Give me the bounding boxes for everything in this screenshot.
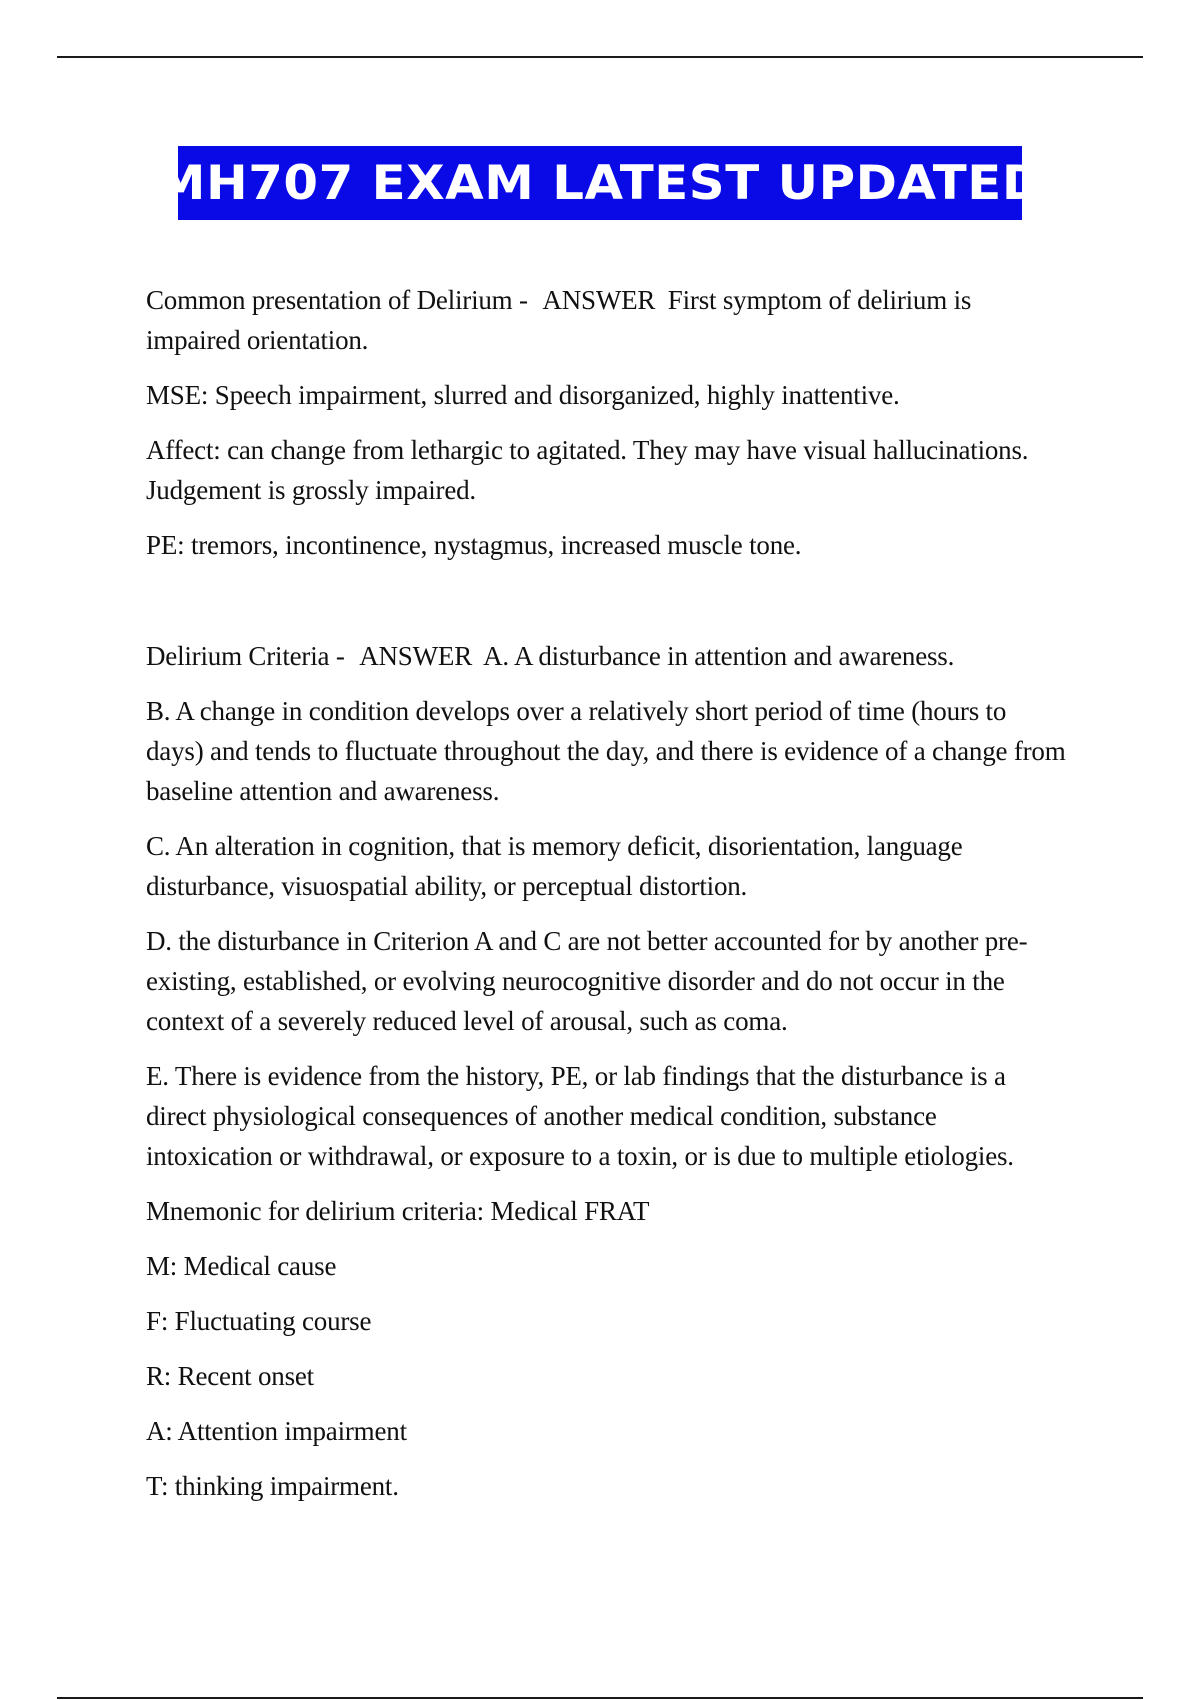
answer-paragraph: D. the disturbance in Criterion A and C are not better accounted for by another pre-existing, established, or evolving neurocognitive disorder and do not occur in the context of a severely reduced level of arousal, such as coma. <box>146 926 1028 1036</box>
answer-text: First symptom of delirium is impaired orientation. <box>146 285 972 355</box>
bottom-rule <box>57 1697 1143 1699</box>
section-spacer <box>146 580 1066 636</box>
answer-label: ANSWER <box>359 641 473 671</box>
answer-paragraph: C. An alteration in cognition, that is memory deficit, disorientation, language disturbance, visuospatial ability, or perceptual distortion. <box>146 831 963 901</box>
mnemonic-item: M: Medical cause <box>146 1251 337 1281</box>
answer-paragraph: E. There is evidence from the history, PE, or lab findings that the disturbance is a direct physiological consequences of another medical condition, substance intoxication or withdrawal, or exposure to a toxin, or is due to multiple etiologies. <box>146 1061 1014 1171</box>
answer-paragraph: PE: tremors, incontinence, nystagmus, increased muscle tone. <box>146 530 802 560</box>
mnemonic-heading: Mnemonic for delirium criteria: Medical FRAT <box>146 1196 650 1226</box>
page-title: MH707 EXAM LATEST UPDATED <box>156 155 1044 211</box>
question-text: Common presentation of Delirium - <box>146 285 528 315</box>
answer-paragraph: Affect: can change from lethargic to agitated. They may have visual hallucinations. Judgement is grossly impaired. <box>146 435 1029 505</box>
mnemonic-item: R: Recent onset <box>146 1361 314 1391</box>
mnemonic-item: T: thinking impairment. <box>146 1471 399 1501</box>
question-answer-paragraph <box>146 636 1066 676</box>
mnemonic-item: F: Fluctuating course <box>146 1306 372 1336</box>
answer-label: ANSWER <box>542 285 656 315</box>
question-text: Delirium Criteria - <box>146 641 345 671</box>
title-banner <box>156 146 1044 220</box>
answer-paragraph: B. A change in condition develops over a relatively short period of time (hours to days) and tends to fluctuate throughout the day, and there is evidence of a change from baseline attention and awareness. <box>146 696 1066 806</box>
document-body <box>146 280 1066 1521</box>
question-answer-paragraph <box>146 280 1066 360</box>
top-rule <box>57 56 1143 58</box>
answer-paragraph: MSE: Speech impairment, slurred and disorganized, highly inattentive. <box>146 380 900 410</box>
answer-text: A. A disturbance in attention and awareness. <box>483 641 955 671</box>
mnemonic-item: A: Attention impairment <box>146 1416 407 1446</box>
